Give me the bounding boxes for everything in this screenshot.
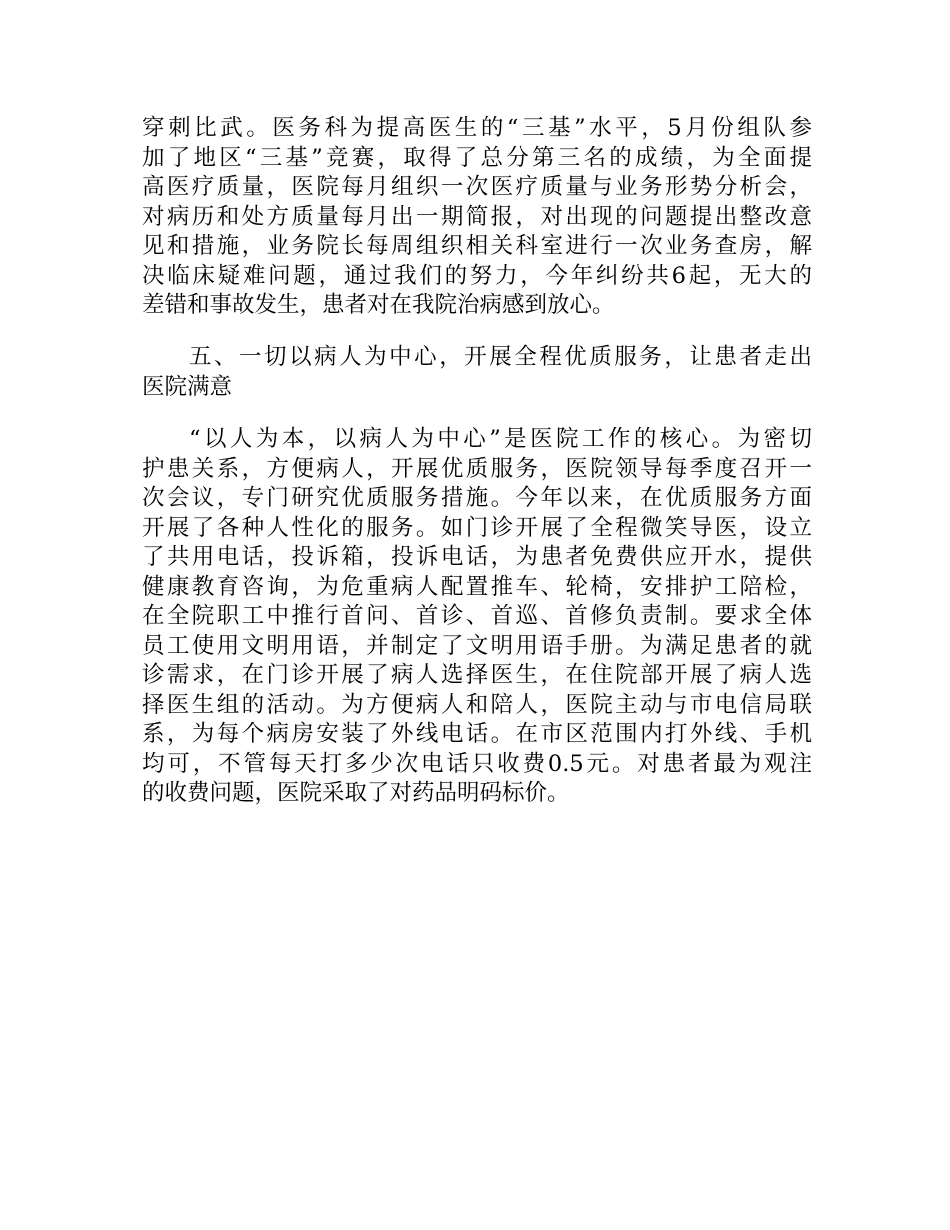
paragraph-line: 差错和事故发生，患者对在我院治病感到放心。 [142, 292, 615, 318]
paragraph-line: 员工使用文明用语，并制定了文明用语手册。为满足患者的就 [142, 632, 812, 659]
paragraph-line: 系，为每个病房安装了外线电话。在市区范围内打外线、手机 [142, 721, 812, 747]
heading-line: 五、一切以病人为中心，开展全程优质服务，让患者走出 [189, 344, 812, 370]
paragraph-quality-service [142, 425, 812, 809]
paragraph-line: “以人为本，以病人为中心”是医院工作的核心。为密切 [189, 426, 812, 452]
heading-line: 医院满意 [142, 373, 233, 400]
paragraph-quality-management [142, 114, 812, 321]
paragraph-line: 见和措施，业务院长每周组织相关科室进行一次业务查房，解 [142, 233, 812, 259]
paragraph-line: 诊需求，在门诊开展了病人选择医生，在住院部开展了病人选 [142, 662, 812, 688]
paragraph-line: 了共用电话，投诉箱，投诉电话，为患者免费供应开水，提供 [142, 544, 812, 570]
paragraph-line: 决临床疑难问题，通过我们的努力，今年纠纷共6起，无大的 [142, 262, 812, 289]
paragraph-line: 穿刺比武。医务科为提高医生的“三基”水平，5月份组队参 [142, 115, 812, 141]
paragraph-line: 护患关系，方便病人，开展优质服务，医院领导每季度召开一 [142, 455, 812, 482]
section-heading-5 [142, 343, 812, 402]
paragraph-line: 高医疗质量，医院每月组织一次医疗质量与业务形势分析会， [142, 174, 812, 200]
paragraph-line: 次会议，专门研究优质服务措施。今年以来，在优质服务方面 [142, 485, 812, 511]
paragraph-line: 择医生组的活动。为方便病人和陪人，医院主动与市电信局联 [142, 691, 812, 718]
paragraph-line: 健康教育咨询，为危重病人配置推车、轮椅，安排护工陪检， [142, 573, 812, 600]
paragraph-line: 的收费问题，医院采取了对药品明码标价。 [142, 780, 570, 806]
paragraph-line: 加了地区“三基”竞赛，取得了总分第三名的成绩，为全面提 [142, 144, 812, 171]
paragraph-line: 对病历和处方质量每月出一期简报，对出现的问题提出整改意 [142, 203, 812, 230]
paragraph-line: 在全院职工中推行首问、首诊、首巡、首修负责制。要求全体 [142, 603, 812, 629]
paragraph-line: 均可，不管每天打多少次电话只收费0.5元。对患者最为观注 [142, 750, 812, 777]
paragraph-line: 开展了各种人性化的服务。如门诊开展了全程微笑导医，设立 [142, 514, 812, 541]
